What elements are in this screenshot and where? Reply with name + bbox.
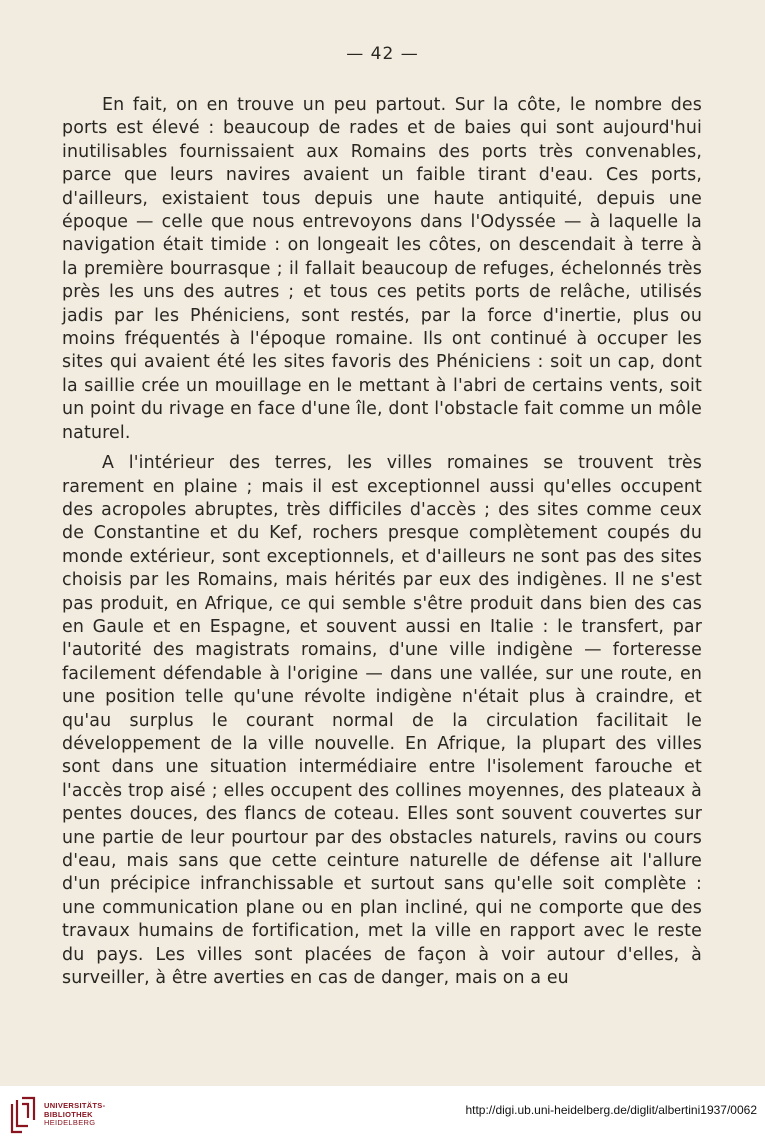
library-name-line: UNIVERSITÄTS-	[44, 1101, 106, 1110]
body-text	[62, 94, 702, 990]
source-url[interactable]: http://digi.ub.uni-heidelberg.de/diglit/albertini1937/0062	[465, 1103, 757, 1117]
library-name-line: HEIDELBERG	[44, 1118, 96, 1128]
footer-bar	[0, 1086, 765, 1147]
paragraph-2: A l'intérieur des terres, les villes romaines se trouvent très rarement en plaine ; mais il est exceptionnel aussi qu'elles occupent des acropoles abruptes, très difficiles d'accès ; des sites comme ceux de Constantine et du Kef, rochers presque complètement coupés du monde extérieur, sont exceptionnels, et d'ailleurs ne sont pas des sites choisis par les Romains, mais hérités par eux des indigènes. Il ne s'est pas produit, en Afrique, ce qui semble s'être produit dans bien des cas en Gaule et en Espagne, et souvent aussi en Italie : le transfert, par l'autorité des magistrats romains, d'une ville indigène — forteresse facilement défendable à l'origine — dans une vallée, sur une route, en une position telle qu'une révolte indigène n'était plus à craindre, et qu'au surplus le courant normal de la circulation facilitait le développement de la ville nouvelle. En Afrique, la plupart des villes sont dans une situation intermédiaire entre l'isolement farouche et l'accès trop aisé ; elles occupent des collines moyennes, des plateaux à pentes douces, des flancs de coteau. Elles sont souvent couvertes sur une partie de leur pourtour par des obstacles naturels, ravins ou cours d'eau, mais sans que cette ceinture naturelle de défense ait l'allure d'un précipice infranchissable et surtout sans qu'elle soit complète : une communication plane ou en plan incliné, qui ne comporte que des travaux humains de fortification, met la ville en rapport avec le reste du pays. Les villes sont placées de façon à voir autour d'elles, à surveiller, à être averties en cas de danger, mais on a eu	[62, 453, 702, 989]
library-name-line: BIBLIOTHEK	[44, 1109, 93, 1119]
library-logo-icon	[8, 1096, 38, 1136]
paragraph-1: En fait, on en trouve un peu partout. Sur la côte, le nombre des ports est élevé : beaucoup de rades et de baies qui sont aujourd'hui inutilisables fournissaient aux Romains des ports très convenables, parce que leurs navires avaient un faible tirant d'eau. Ces ports, d'ailleurs, existaient tous depuis une haute antiquité, depuis une époque — celle que nous entrevoyons dans l'Odyssée — à laquelle la navigation était timide : on longeait les côtes, on descendait à terre à la première bourrasque ; il fallait beaucoup de refuges, échelonnés très près les uns des autres ; et tous ces petits ports de relâche, utilisés jadis par les Phéniciens, sont restés, par la force d'inertie, plus ou moins fréquentés à l'époque romaine. Ils ont continué à occuper les sites qui avaient été les sites favoris des Phéniciens : soit un cap, dont la saillie crée un mouillage en le mettant à l'abri de certains vents, soit un point du rivage en face d'une île, dont l'obstacle fait comme un môle naturel.	[62, 95, 702, 443]
page-number: — 42 —	[346, 44, 419, 64]
library-name	[44, 1102, 105, 1128]
